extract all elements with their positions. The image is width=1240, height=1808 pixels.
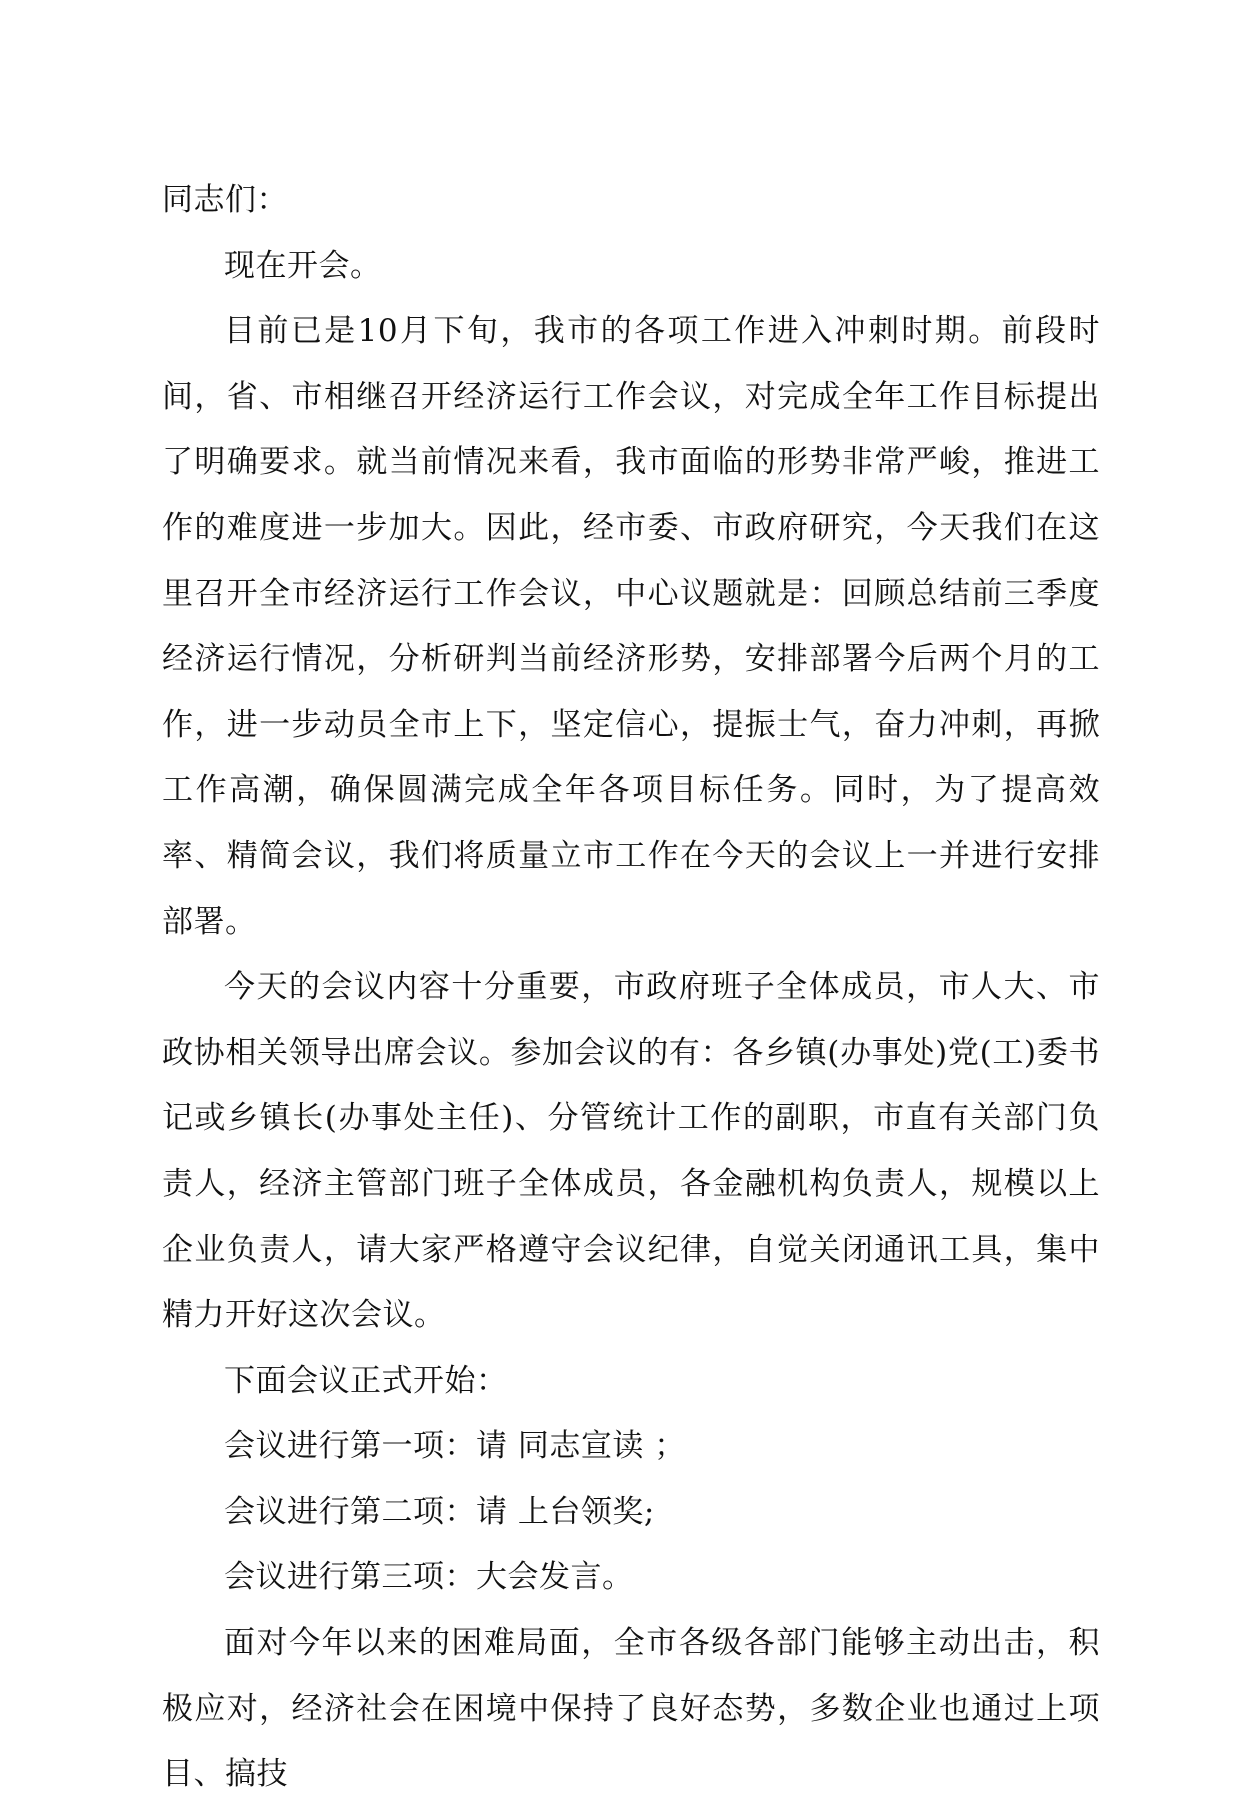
agenda-item-3: 会议进行第三项：大会发言。 xyxy=(224,1559,634,1596)
paragraph-start: 下面会议正式开始： xyxy=(224,1362,508,1399)
paragraph-attendance: 今天的会议内容十分重要，市政府班子全体成员，市人大、市政协相关领导出席会议。参加会议的有：各乡镇(办事处)党(工)委书记或乡镇长(办事处主任)、分管统计工作的副职，市直有关部门负责人，经济主管部门班子全体成员，各金融机构负责人，规模以上企业负责人，请大家严格遵守会议纪律，自觉关闭通讯工具，集中精力开好这次会议。 xyxy=(162,969,1100,1334)
paragraph-situation: 面对今年以来的困难局面，全市各级各部门能够主动出击，积极应对，经济社会在困境中保持了良好态势，多数企业也通过上项目、搞技 xyxy=(162,1625,1100,1793)
document-body xyxy=(162,168,1100,1808)
salutation: 同志们： xyxy=(162,182,288,218)
agenda-item-1: 会议进行第一项：请 同志宣读 ； xyxy=(224,1428,686,1465)
paragraph-background: 目前已是10月下旬，我市的各项工作进入冲刺时期。前段时间，省、市相继召开经济运行工作会议，对完成全年工作目标提出了明确要求。就当前情况来看，我市面临的形势非常严峻，推进工作的难度进一步加大。因此，经市委、市政府研究，今天我们在这里召开全市经济运行工作会议，中心议题就是：回顾总结前三季度经济运行情况，分析研判当前经济形势，安排部署今后两个月的工作，进一步动员全市上下，坚定信心，提振士气，奋力冲刺，再掀工作高潮，确保圆满完成全年各项目标任务。同时，为了提高效率、精简会议，我们将质量立市工作在今天的会议上一并进行安排部署。 xyxy=(162,313,1100,940)
paragraph-opening: 现在开会。 xyxy=(224,247,382,284)
agenda-item-2: 会议进行第二项：请 上台领奖; xyxy=(224,1493,655,1530)
